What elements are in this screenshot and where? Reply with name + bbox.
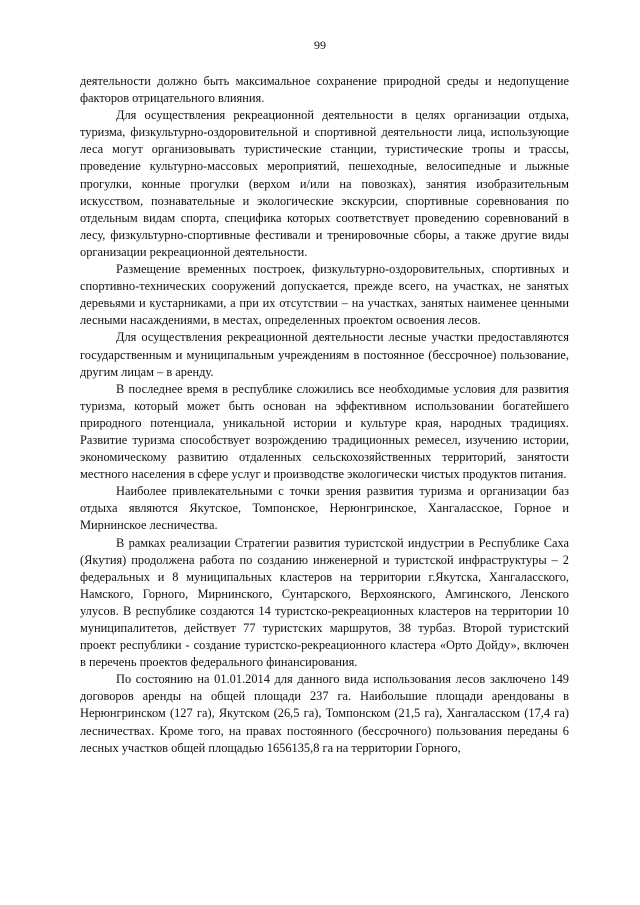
paragraph-temporary-structures: Размещение временных построек, физкультурно-оздоровительных, спортивных и спортивно-технических сооружений допускается, прежде всего, на участках, не занятых деревьями и кустарниками, а при их отсутствии – на участках, занятых наименее ценными лесными насаждениями, в местах, определенных проектом освоения лесов. [80, 262, 569, 328]
paragraph-land-provision: Для осуществления рекреационной деятельности лесные участки предоставляются государственным и муниципальным учреждениям в постоянное (бессрочное) пользование, другим лицам – в аренду. [80, 330, 569, 379]
body-text [80, 73, 569, 757]
paragraph-lease-statistics: По состоянию на 01.01.2014 для данного вида использования лесов заключено 149 договоров аренды на общей площади 237 га. Наибольшие площади арендованы в Нерюнгринском (127 га), Якутском (26,5 га), Томпонском (21,5 га), Хангаласском (17,4 га) лесничествах. Кроме того, на правах постоянного (бессрочного) пользования переданы 6 лесных участков общей площадью 1656135,8 га на территории Горного, [80, 672, 569, 755]
paragraph-tourism-strategy: В рамках реализации Стратегии развития туристской индустрии в Республике Саха (Якутия) продолжена работа по созданию инженерной и туристской инфраструктуры – 2 федеральных и 8 муниципальных кластеров на территории г.Якутска, Хангаласского, Намского, Горного, Мирнинского, Сунтарского, Верхоянского, Амгинского, Ленского улусов. В республике создаются 14 туристско-рекреационных кластеров на территории 10 муниципалитетов, действует 77 туристских маршрутов, 38 турбаз. Второй туристский проект республики - создание туристско-рекреационного кластера «Орто Дойду», включен в перечень проектов федерального финансирования. [80, 535, 569, 670]
paragraph-attractive-forestries: Наиболее привлекательными с точки зрения развития туризма и организации баз отдыха являются Якутское, Томпонское, Нерюнгринское, Хангаласское, Горное и Мирнинское лесничества. [80, 484, 569, 533]
page-number: 99 [314, 38, 326, 52]
paragraph-tourism-development: В последнее время в республике сложились все необходимые условия для развития туризма, который может быть основан на эффективном использовании богатейшего природного потенциала, уникальной истории и культуре края, народных традициях. Развитие туризма способствует возрождению традиционных ремесел, изучению истории, экономическому развитию отдаленных сельскохозяйственных территорий, занятости местного населения в сфере услуг и производстве экологически чистых продуктов питания. [80, 381, 569, 482]
paragraph-recreation-activities: Для осуществления рекреационной деятельности в целях организации отдыха, туризма, физкультурно-оздоровительной и спортивной деятельности лица, использующие леса могут организовывать туристические станции, туристические тропы и трассы, проведение культурно-массовых мероприятий, пешеходные, велосипедные и лыжные прогулки, конные прогулки (верхом и/или на повозках), занятия изобразительным искусством, познавательные и экологические экскурсии, спортивные соревнования по отдельным видам спорта, специфика которых соответствует проведению соревнований в лесу, физкультурно-спортивные фестивали и тренировочные сборы, а также другие виды организации рекреационной деятельности. [80, 108, 569, 259]
paragraph-continuation: деятельности должно быть максимальное сохранение природной среды и недопущение факторов отрицательного влияния. [80, 74, 569, 106]
